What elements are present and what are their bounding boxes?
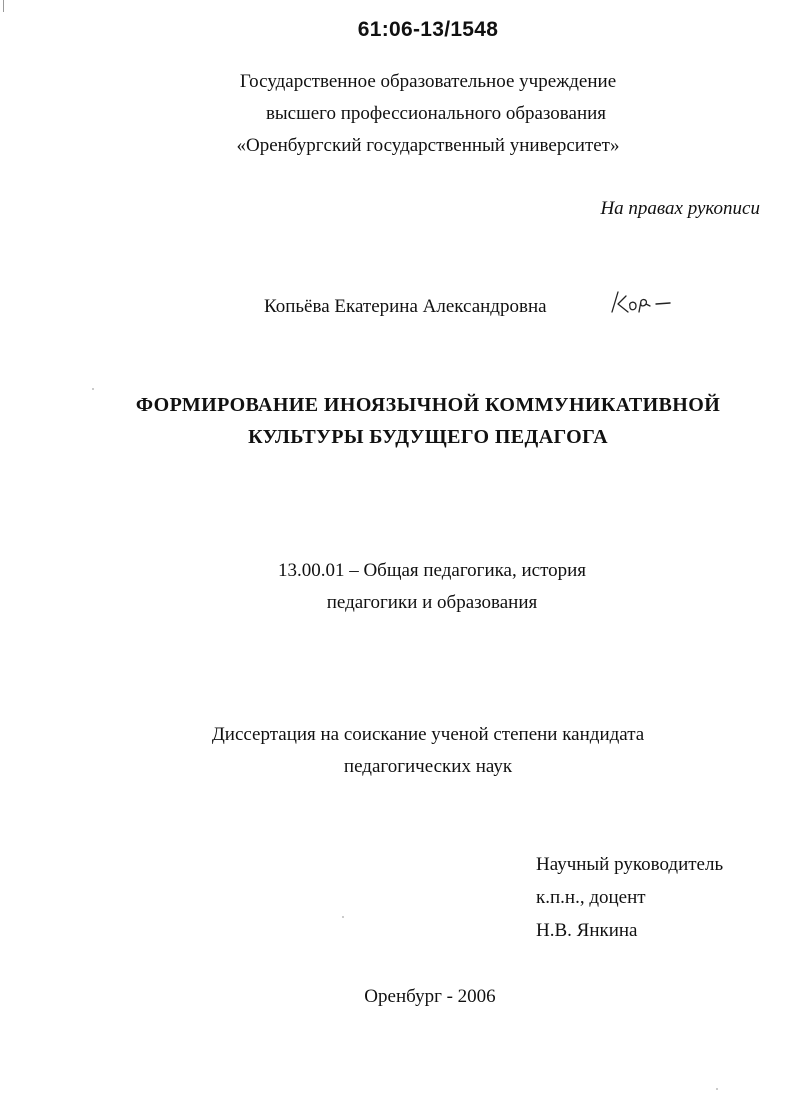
scan-speck <box>716 1088 718 1090</box>
scan-edge-mark <box>3 0 4 12</box>
scan-speck <box>92 388 94 390</box>
specialty-line-1: 13.00.01 – Общая педагогика, история <box>277 560 587 581</box>
institution-line-1: Государственное образовательное учреждение <box>239 71 617 92</box>
dissertation-title-line-2: КУЛЬТУРЫ БУДУЩЕГО ПЕДАГОГА <box>248 426 608 448</box>
catalog-number: 61:06-13/1548 <box>357 18 499 41</box>
institution-line-3: «Оренбургский государственный университет» <box>236 135 620 156</box>
degree-line-1: Диссертация на соискание ученой степени кандидата <box>211 724 645 745</box>
specialty-line-2: педагогики и образования <box>326 592 538 613</box>
place-and-year: Оренбург - 2006 <box>364 986 496 1007</box>
degree-line-2: педагогических наук <box>343 756 513 777</box>
manuscript-rights-note: На правах рукописи <box>600 198 760 219</box>
supervisor-name: Н.В. Янкина <box>536 920 638 941</box>
scan-speck <box>342 916 344 918</box>
handwritten-signature <box>606 282 674 322</box>
author-name: Копьёва Екатерина Александровна <box>264 296 547 317</box>
supervisor-role: Научный руководитель <box>536 854 724 875</box>
institution-line-2: высшего профессионального образования <box>265 103 607 124</box>
dissertation-title-line-1: ФОРМИРОВАНИЕ ИНОЯЗЫЧНОЙ КОММУНИКАТИВНОЙ <box>135 394 721 416</box>
supervisor-credentials: к.п.н., доцент <box>536 887 646 908</box>
